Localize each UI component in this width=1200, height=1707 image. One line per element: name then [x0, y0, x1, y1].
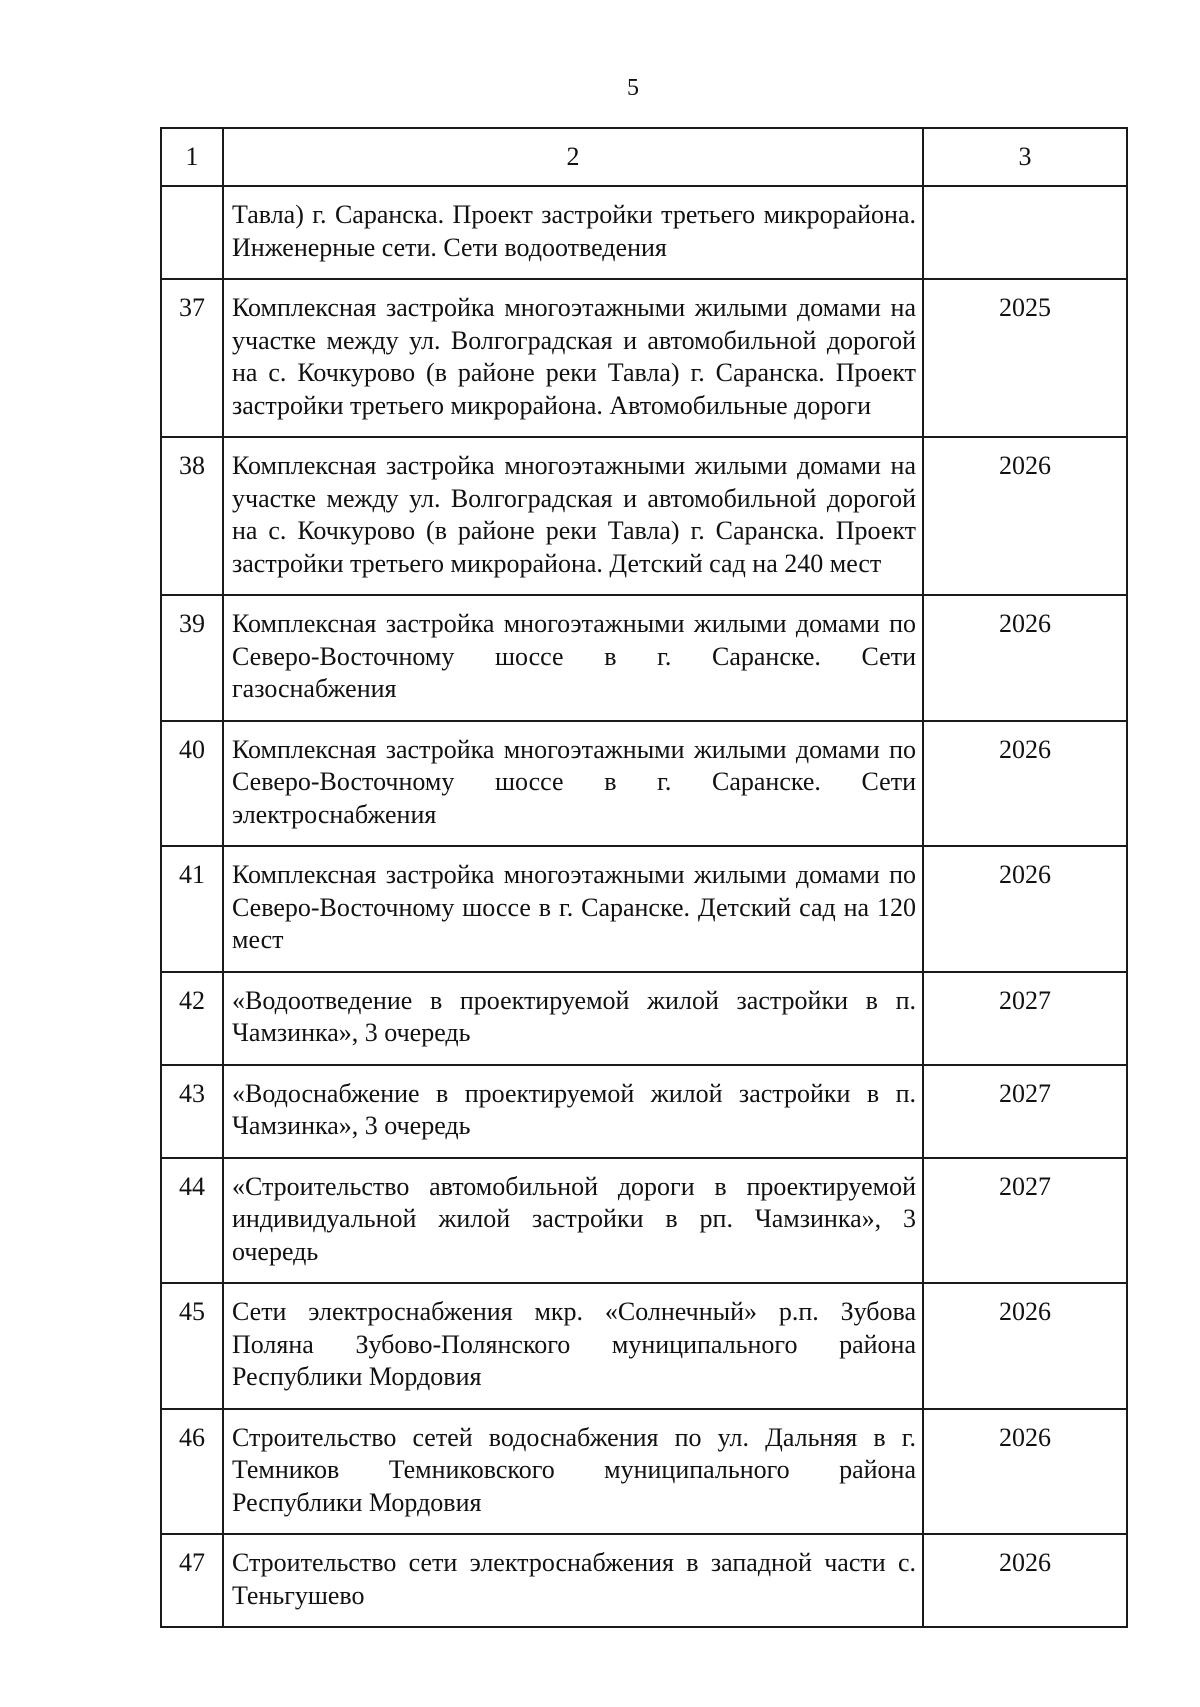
row-number-cell: 39	[161, 595, 223, 721]
row-number-cell	[161, 186, 223, 279]
row-number-cell: 47	[161, 1534, 223, 1627]
table-row	[161, 437, 1127, 595]
row-description-cell	[223, 846, 923, 972]
row-description-text: Комплексная застройка многоэтажными жилыми домами по Северо-Восточному шоссе в г. Саранске. Сети электроснабжения	[232, 734, 916, 829]
row-description-text: Комплексная застройка многоэтажными жилыми домами по Северо-Восточному шоссе в г. Саранске. Сети газоснабжения	[232, 609, 916, 703]
row-number-cell: 40	[161, 721, 223, 847]
header-cell-3: 3	[923, 128, 1127, 186]
table-header-row	[161, 128, 1127, 186]
row-description-cell	[223, 1534, 923, 1627]
row-year-cell: 2027	[923, 1158, 1127, 1284]
row-number-cell: 43	[161, 1065, 223, 1158]
table-row	[161, 972, 1127, 1065]
row-year-cell: 2026	[923, 437, 1127, 595]
row-description-cell	[223, 972, 923, 1065]
row-description-cell	[223, 1065, 923, 1158]
row-year-cell: 2026	[923, 1283, 1127, 1409]
row-year-cell: 2025	[923, 279, 1127, 437]
row-number-cell: 37	[161, 279, 223, 437]
header-cell-1: 1	[161, 128, 223, 186]
row-description-cell	[223, 721, 923, 847]
row-description-cell	[223, 1158, 923, 1284]
row-description-text: Комплексная застройка многоэтажными жилыми домами на участке между ул. Волгоградская и автомобильной дорогой на с. Кочкурово (в районе реки Тавла) г. Саранска. Проект застройки третьего микрорайона. Детский сад на 240 мест	[232, 451, 916, 578]
row-number-cell: 46	[161, 1409, 223, 1535]
row-description-cell	[223, 437, 923, 595]
table-row	[161, 1065, 1127, 1158]
row-description-text: Сети электроснабжения мкр. «Солнечный» р.п. Зубова Поляна Зубово-Полянского муниципального района Республики Мордовия	[232, 1297, 916, 1391]
row-year-cell: 2026	[923, 721, 1127, 847]
row-number-cell: 41	[161, 846, 223, 972]
row-year-cell: 2026	[923, 1534, 1127, 1627]
row-year-cell: 2026	[923, 846, 1127, 972]
row-year-cell	[923, 186, 1127, 279]
document-table	[160, 127, 1128, 1628]
table-row	[161, 1534, 1127, 1627]
row-description-cell	[223, 595, 923, 721]
table-row	[161, 279, 1127, 437]
table-row	[161, 595, 1127, 721]
row-description-text: «Водоотведение в проектируемой жилой застройки в п. Чамзинка», 3 очередь	[232, 985, 916, 1047]
row-description-text: Строительство сетей водоснабжения по ул. Дальняя в г. Темников Темниковского муниципального района Республики Мордовия	[232, 1422, 916, 1517]
row-number-cell: 38	[161, 437, 223, 595]
header-cell-2: 2	[223, 128, 923, 186]
row-description-text: Комплексная застройка многоэтажными жилыми домами на участке между ул. Волгоградская и автомобильной дорогой на с. Кочкурово (в районе реки Тавла) г. Саранска. Проект застройки третьего микрорайона. Автомобильные дороги	[232, 293, 916, 420]
row-description-text: «Строительство автомобильной дороги в проектируемой индивидуальной жилой застройки в рп. Чамзинка», 3 очередь	[232, 1171, 916, 1266]
row-description-cell	[223, 1283, 923, 1409]
row-description-cell	[223, 186, 923, 279]
row-year-cell: 2026	[923, 595, 1127, 721]
row-description-text: Комплексная застройка многоэтажными жилыми домами по Северо-Восточному шоссе в г. Саранске. Детский сад на 120 мест	[232, 860, 916, 954]
table-row	[161, 186, 1127, 279]
row-description-cell	[223, 279, 923, 437]
row-description-text: Строительство сети электроснабжения в западной части с. Теньгушево	[232, 1548, 916, 1610]
row-number-cell: 42	[161, 972, 223, 1065]
row-year-cell: 2026	[923, 1409, 1127, 1535]
row-year-cell: 2027	[923, 1065, 1127, 1158]
table-row	[161, 846, 1127, 972]
table-row	[161, 1158, 1127, 1284]
row-year-cell: 2027	[923, 972, 1127, 1065]
row-description-text: «Водоснабжение в проектируемой жилой застройки в п. Чамзинка», 3 очередь	[232, 1078, 916, 1140]
row-description-text: Тавла) г. Саранска. Проект застройки третьего микрорайона. Инженерные сети. Сети водоотведения	[232, 200, 916, 262]
page-number: 5	[627, 75, 639, 101]
table-row	[161, 721, 1127, 847]
row-description-cell	[223, 1409, 923, 1535]
table-row	[161, 1409, 1127, 1535]
table-row	[161, 1283, 1127, 1409]
row-number-cell: 44	[161, 1158, 223, 1284]
row-number-cell: 45	[161, 1283, 223, 1409]
